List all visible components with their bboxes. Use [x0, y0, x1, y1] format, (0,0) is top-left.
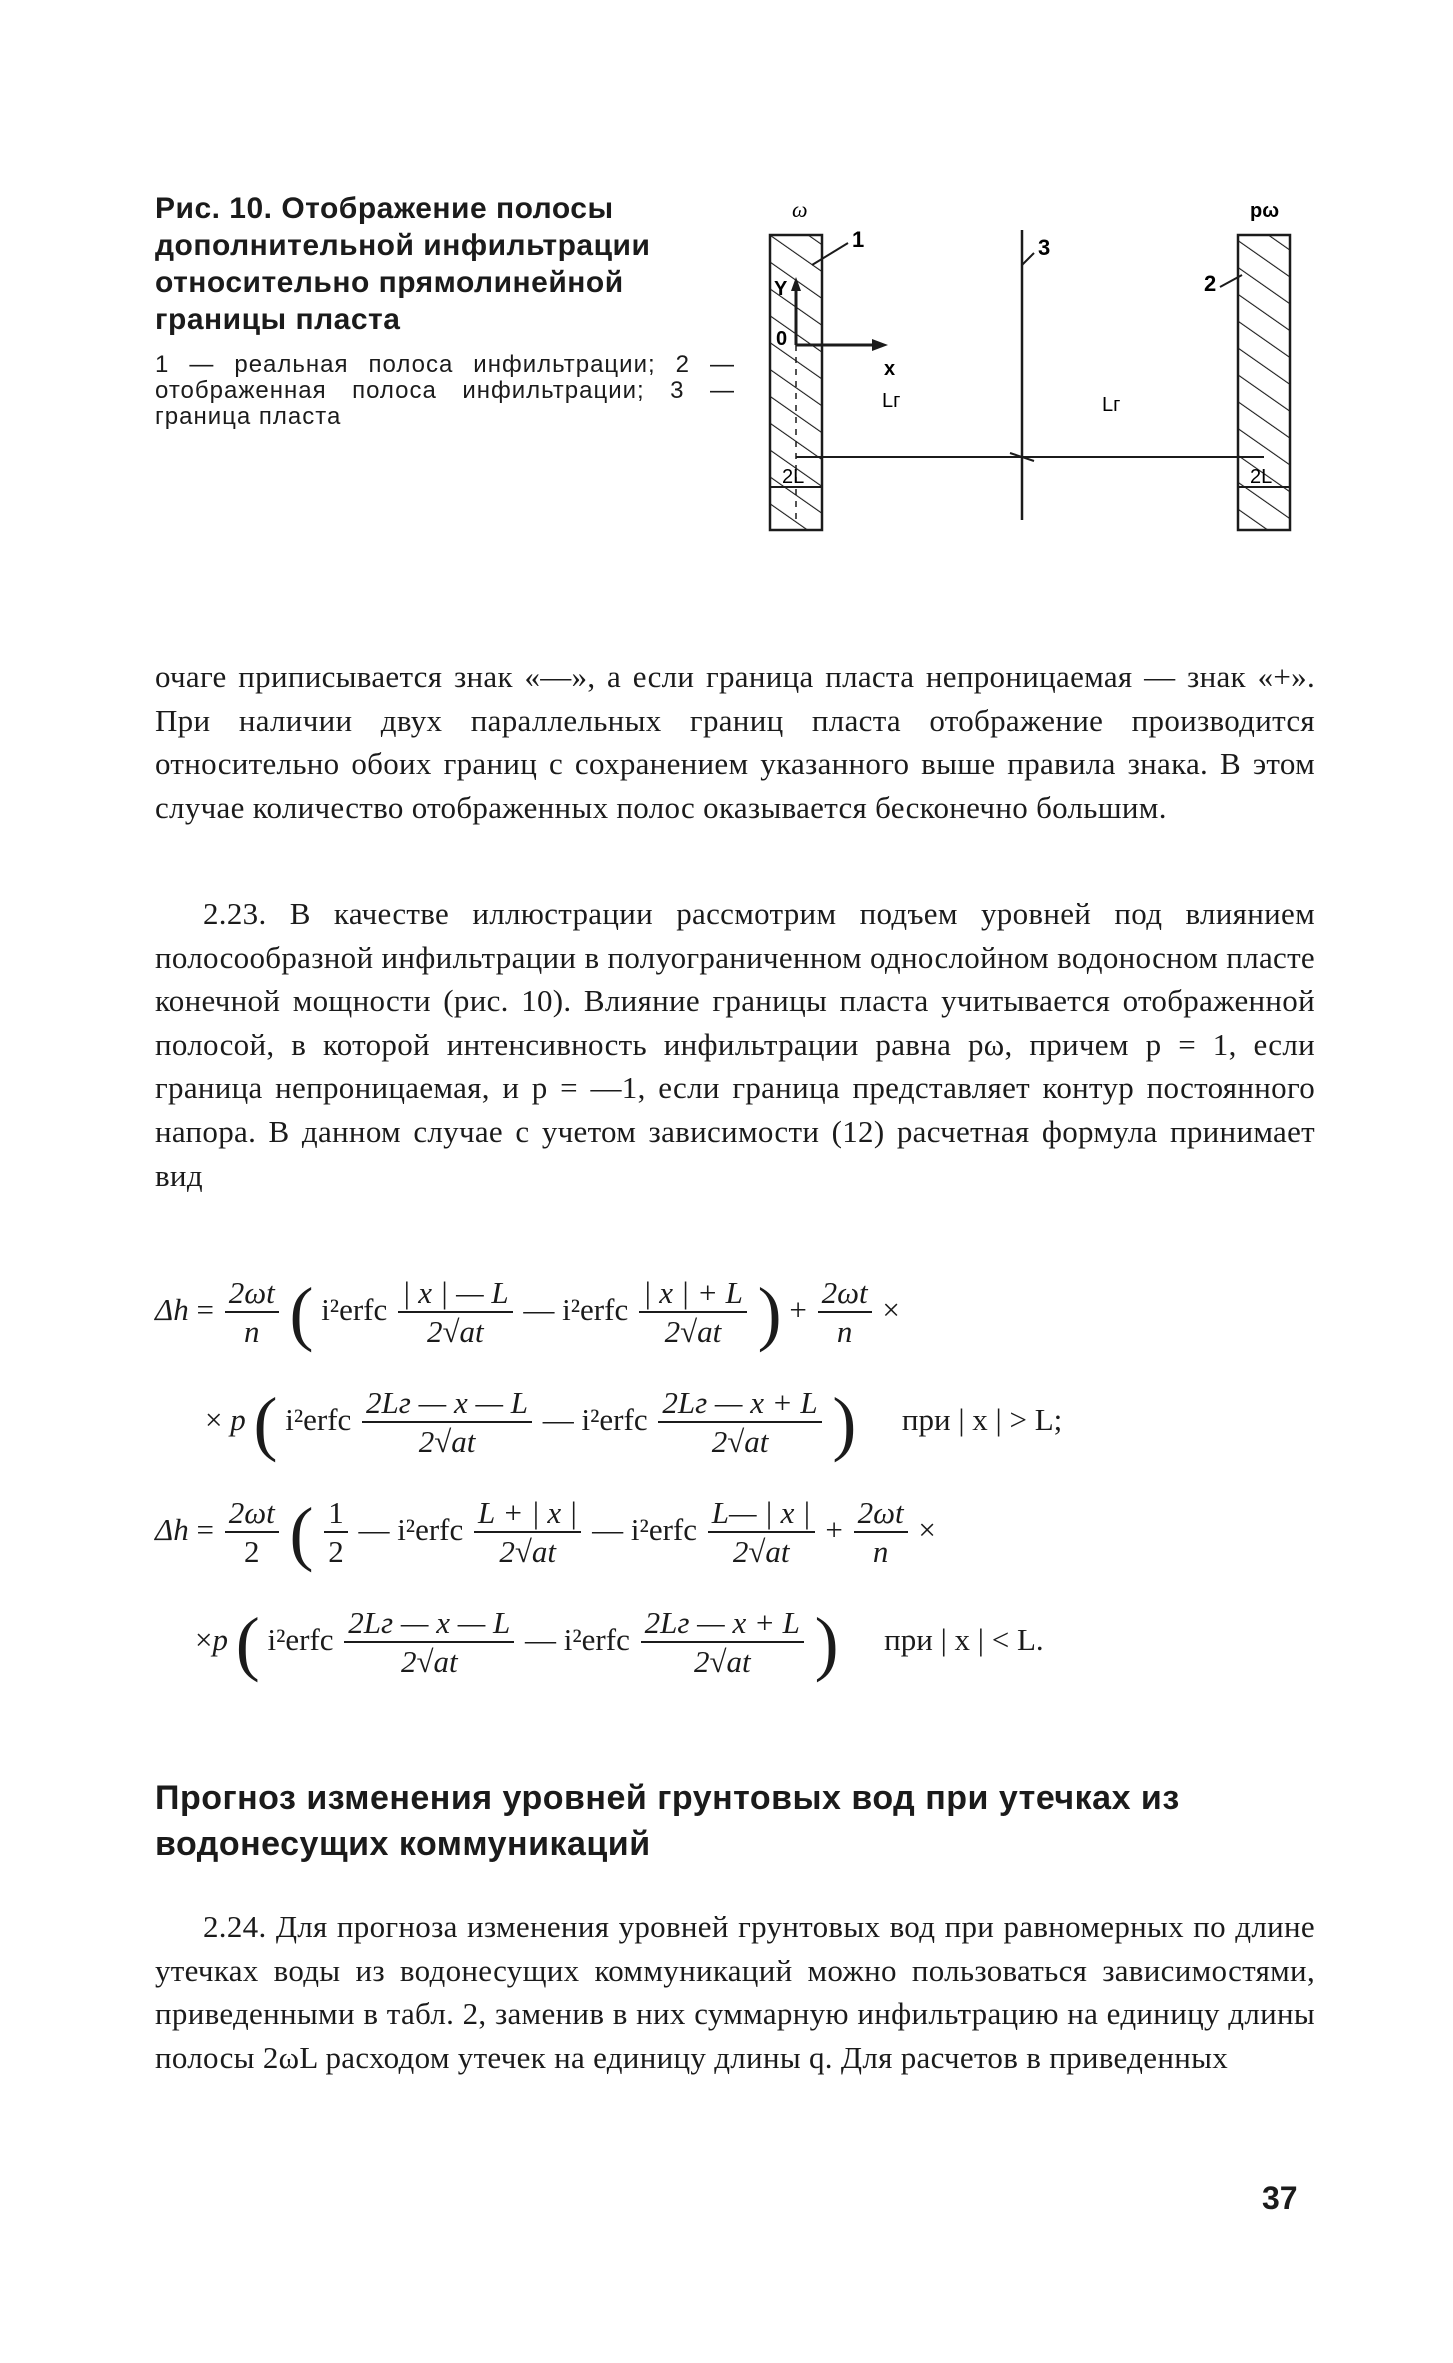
- paragraph-3: [155, 1905, 1315, 2079]
- figure-title: Рис. 10. Отображение полосы дополнительной инфильтрации относительно прямолинейной границы пласта: [155, 192, 651, 336]
- paragraph-1: очаге приписывается знак «—», а если граница пласта непроницаемая — знак «+». При наличии двух параллельных границ пласта отображение производится относительно обоих границ с сохранением указанного выше правила знака. В этом случае количество отображенных полос оказывается бесконечно большим.: [155, 659, 1315, 825]
- label-two: 2: [1204, 271, 1217, 296]
- label-three: 3: [1038, 235, 1051, 260]
- formula-line-2: × p ( i²erfc $\frac{2Lг — x — L}{2√at}$ — i²erfc $\frac{2Lг — x + L}{2√at}$ ) при | x | > L;: [205, 1383, 1063, 1463]
- paragraph-2: [155, 892, 1315, 1197]
- label-y: Y: [774, 278, 788, 300]
- formula-line-4: ×p ( i²erfc $\frac{2Lг — x — L}{2√at}$ — i²erfc $\frac{2Lг — x + L}{2√at}$ ) при | x | < L.: [195, 1603, 1044, 1683]
- label-omega: ω: [792, 197, 808, 222]
- label-p-omega: pω: [1250, 200, 1280, 222]
- formula-line-3: Δh = $\frac{2\omega t}{2}$ ( $\frac{1}{2}$ — i²erfc $\frac{L + | x |}{2√at}$ — i²erfc $\frac{L— | x |}{2√at}$ + $\frac{2\omega t}{n}$ ×: [155, 1493, 936, 1573]
- label-lg-left: Lг: [882, 390, 901, 412]
- formula-line-1: Δh = $\frac{2\omega t}{n}$ ( i²erfc $\frac{| x | — L}{2√at}$ — i²erfc $\frac{| x | + L}{2√at}$ ) + $\frac{2\omega t}{n}$ ×: [155, 1273, 900, 1353]
- paragraph-3-text: Для прогноза изменения уровней грунтовых вод при равномерных по длине утечках воды из водонесущих коммуникаций можно пользоваться зависимостями, приведенными в табл. 2, заменив в них суммарную инфильтрацию на единицу длины полосы 2ωL расходом утечек на единицу длины q. Для расчетов в приведенных: [155, 1909, 1315, 2075]
- paragraph-3-number: 2.24.: [203, 1909, 267, 1944]
- label-lg-right: Lг: [1102, 394, 1121, 416]
- label-x: x: [884, 358, 896, 380]
- page-number: 37: [1262, 2180, 1298, 2216]
- figure-diagram: [750, 195, 1310, 565]
- figure-caption: [155, 190, 735, 430]
- label-zero: 0: [776, 328, 788, 350]
- formula-block: [155, 1275, 1335, 1745]
- label-2l-left: 2L: [782, 466, 805, 488]
- paragraph-2-text: В качестве иллюстрации рассмотрим подъем уровней под влиянием полосообразной инфильтрации в полуограниченном однослойном водоносном пласте конечной мощности (рис. 10). Влияние границы пласта учитывается отображенной полосой, в которой интенсивность инфильтрации равна pω, причем p = 1, если граница непроницаемая, и p = —1, если граница представляет контур постоянного напора. В данном случае с учетом зависимости (12) расчетная формула принимает вид: [155, 896, 1315, 1193]
- figure-legend: 1 — реальная полоса инфильтрации; 2 — отображенная полоса инфильтрации; 3 — граница пласта: [155, 351, 735, 430]
- label-2l-right: 2L: [1250, 466, 1273, 488]
- paragraph-2-number: 2.23.: [203, 896, 267, 931]
- label-one: 1: [852, 227, 865, 252]
- section-heading: Прогноз изменения уровней грунтовых вод при утечках из водонесущих коммуникаций: [155, 1779, 1180, 1863]
